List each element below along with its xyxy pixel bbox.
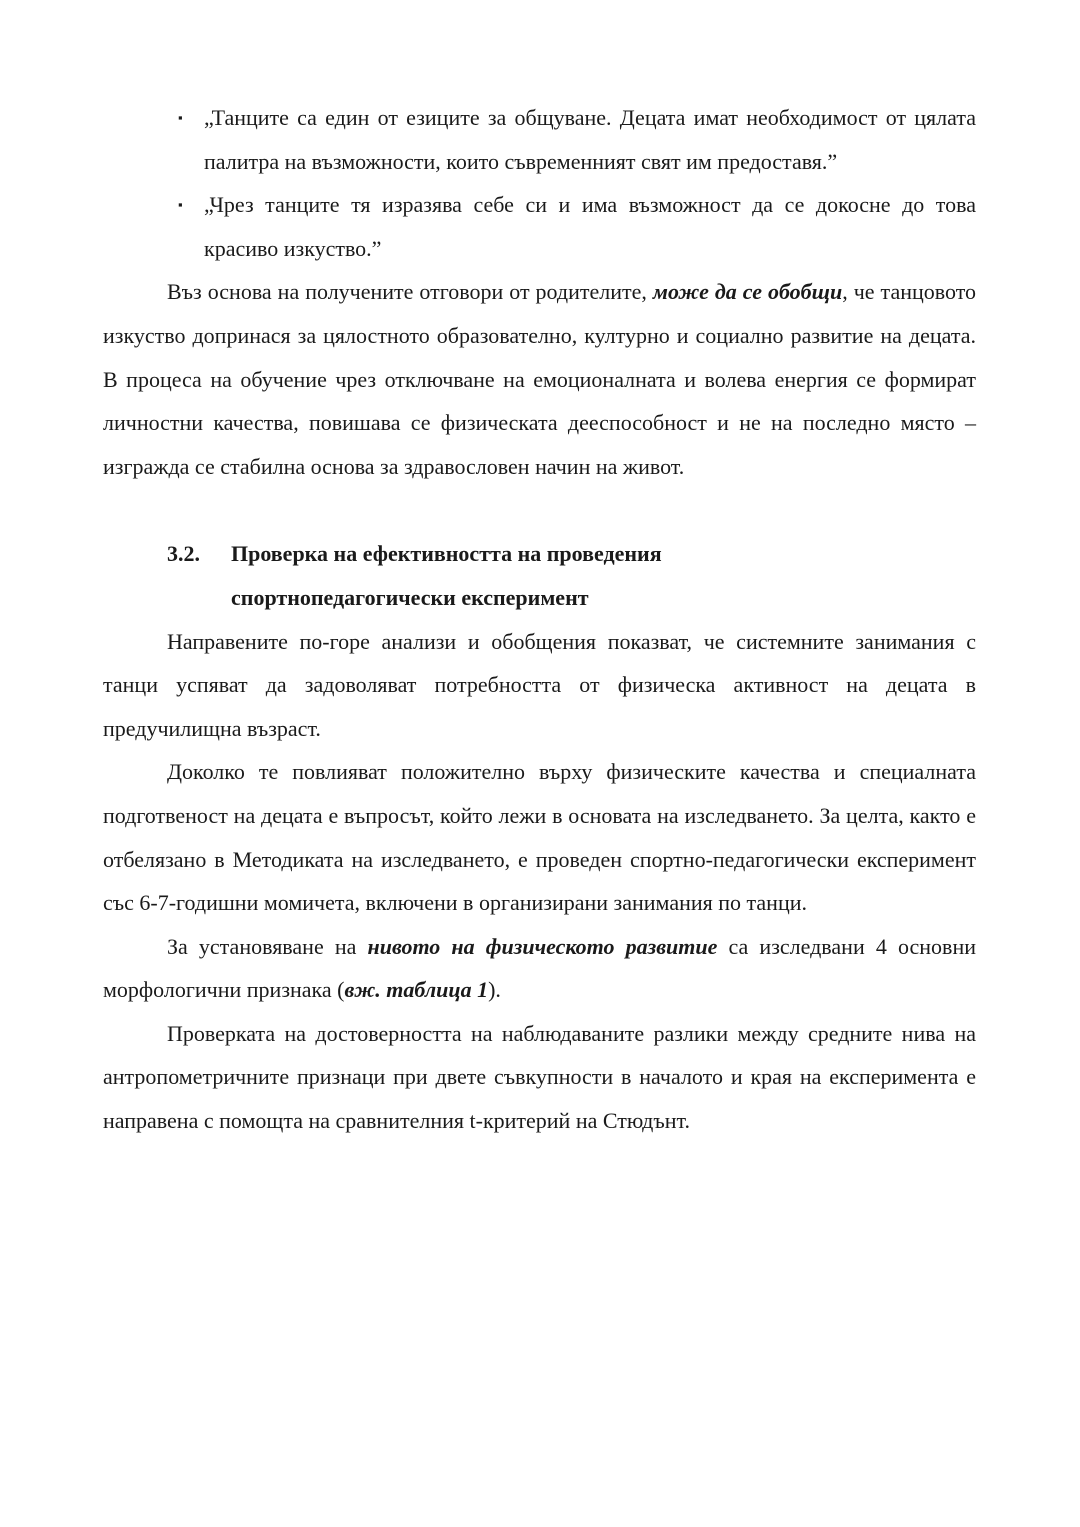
paragraph-analysis: Направените по-горе анализи и обобщения показват, че системните занимания с танци успяват да задоволяват потребността от физическа активност на децата в предучилищна възраст. bbox=[103, 628, 976, 741]
paragraph-text: За установяване на bbox=[167, 933, 368, 959]
paragraph-text: , че танцовото изкуство допринася за цялостното образователно, културно и социално развитие на децата. В процеса на обучение чрез отключване на емоционалната и волева енергия се формират личностни качества, повишава се физическата дееспособност и не на последно място – изгражда се стабилна основа за здравословен начин на живот. bbox=[103, 279, 977, 479]
list-item bbox=[178, 183, 976, 270]
paragraph-physical-development bbox=[103, 925, 976, 1012]
section-number: 3.2. bbox=[167, 541, 200, 567]
list-item bbox=[178, 96, 976, 183]
quote-text: „Танците са един от езиците за общуване. Децата имат необходимост от цялата палитра на възможности, които съвременният свят им предоставя.” bbox=[204, 105, 976, 174]
paragraph-research: Доколко те повлияват положително върху физическите качества и специалната подготвеност на децата е въпросът, който лежи в основата на изследването. За целта, както е отбелязано в Методиката на изследването, е проведен спортно-педагогически експеримент със 6-7-годишни момичета, включени в организирани занимания по танци. bbox=[103, 759, 976, 916]
document-page bbox=[103, 96, 976, 1143]
paragraph-text: са изследвани 4 основни морфологични признака ( bbox=[103, 933, 976, 1003]
section-heading bbox=[103, 532, 976, 619]
section-title-line: Проверка на ефективността на проведения bbox=[231, 541, 662, 567]
emphasis-text: нивото на физическото развитие bbox=[367, 933, 718, 959]
quote-list bbox=[103, 96, 976, 270]
paragraph-text: ). bbox=[488, 977, 501, 1003]
square-bullet-icon: ▪ bbox=[178, 197, 183, 213]
paragraph-summary bbox=[103, 270, 976, 488]
table-reference: вж. таблица 1 bbox=[344, 977, 489, 1003]
paragraph-text: Въз основа на получените отговори от родителите, bbox=[167, 279, 653, 305]
emphasis-text: може да се обобщи bbox=[652, 279, 843, 305]
section-title-line: спортнопедагогически експеримент bbox=[231, 584, 589, 610]
paragraph-ttest: Проверката на достоверността на наблюдаваните разлики между средните нива на антропометричните признаци при двете съвкупности в началото и края на експеримента е направена с помощта на сравнителния t-критерий на Стюдънт. bbox=[103, 1020, 976, 1134]
square-bullet-icon: ▪ bbox=[178, 110, 183, 125]
quote-text: „Чрез танците тя изразява себе си и има възможност да се докосне до това красиво изкуство.” bbox=[204, 192, 976, 261]
